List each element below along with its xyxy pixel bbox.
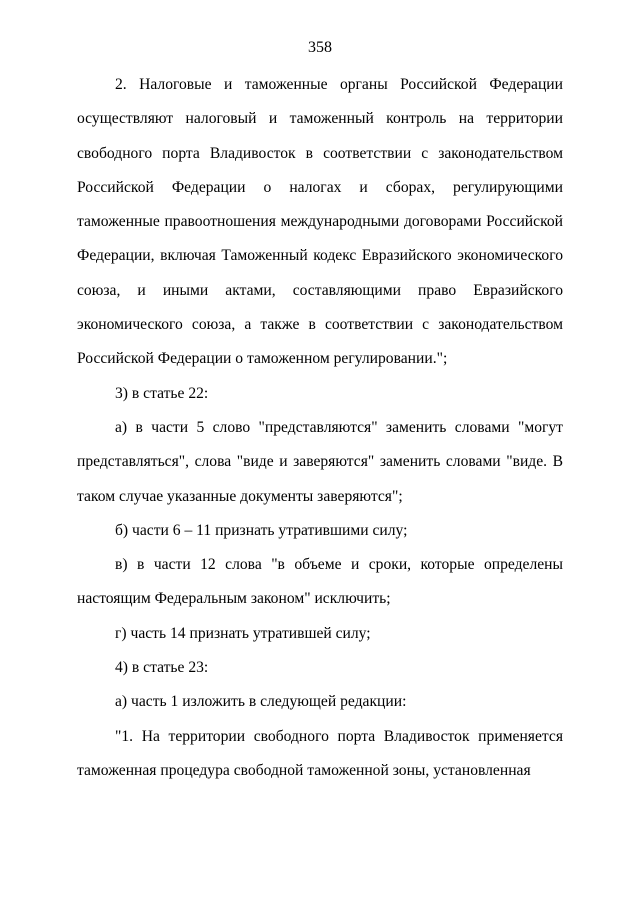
document-body [77, 68, 563, 788]
paragraph-customs-authorities: 2. Налоговые и таможенные органы Российской Федерации осуществляют налоговый и таможенный контроль на территории свободного порта Владивосток в соответствии с законодательством Российской Федерации о налогах и сборах, регулирующими таможенные правоотношения международными договорами Российской Федерации, включая Таможенный кодекс Евразийского экономического союза, и иными актами, составляющими право Евразийского экономического союза, а также в соответствии с законодательством Российской Федерации о таможенном регулировании."; [77, 76, 563, 368]
paragraph-article-22-v: в) в части 12 слова "в объеме и сроки, которые определены настоящим Федеральным законом" исключить; [77, 556, 563, 608]
paragraph-article-22-g: г) часть 14 признать утратившей силу; [115, 624, 371, 642]
paragraph-article-23-part-1: "1. На территории свободного порта Владивосток применяется таможенная процедура свободной таможенной зоны, установленная [77, 727, 563, 779]
paragraph-article-23-a: а) часть 1 изложить в следующей редакции: [115, 693, 407, 711]
paragraph-article-22-b: б) части 6 – 11 признать утратившими силу; [115, 521, 408, 539]
paragraph-article-23-heading: 4) в статье 23: [115, 659, 209, 677]
page-number: 358 [308, 39, 332, 56]
paragraph-article-22-a: а) в части 5 слово "представляются" заменить словами "могут представляться", слова "виде и заверяются" заменить словами "виде. В таком случае указанные документы заверяются"; [77, 418, 563, 505]
paragraph-article-22-heading: 3) в статье 22: [115, 384, 209, 402]
